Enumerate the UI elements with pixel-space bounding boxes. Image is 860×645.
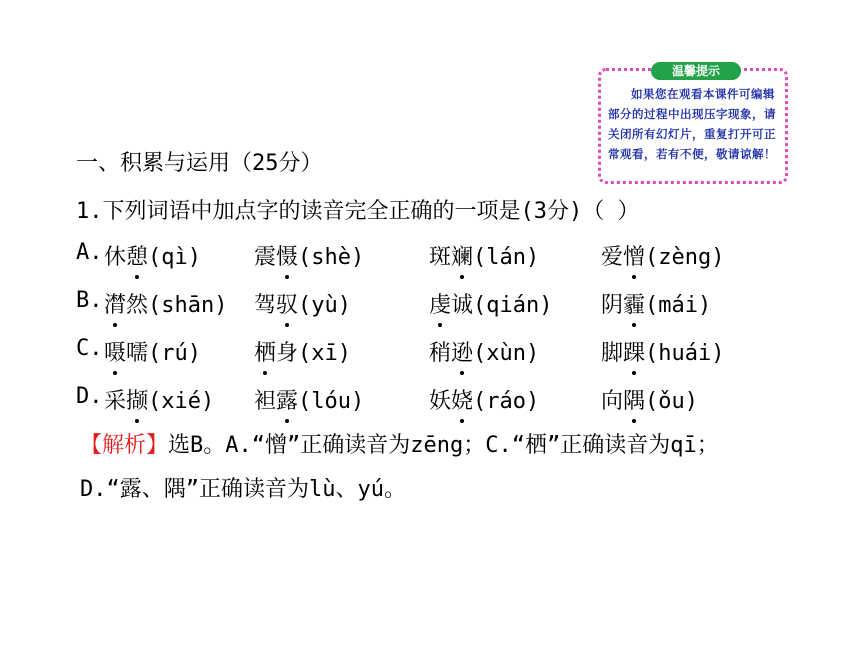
word-part: 袒 [254,389,277,414]
analysis [80,424,800,512]
dotted-char: 潸 [104,288,126,319]
dotted-char: 娆 [451,384,473,415]
word-part: 然(shān) [126,293,228,318]
tip-title: 温馨提示 [651,62,741,80]
analysis-text: 选B。A.“憎”正确读音为zēng；C.“栖”正确读音为qī；D.“露、隅”正确读音为lù、yú。 [80,433,719,502]
word-part: (ǒu) [645,389,699,414]
word-part: 向 [601,389,624,414]
dotted-char: 憩 [126,240,148,271]
tip-box [598,64,788,184]
dotted-char: 驭 [276,288,298,319]
word-part: (zèng) [645,245,725,270]
dotted-char: 慑 [276,240,298,271]
dotted-char: 憎 [623,240,645,271]
word-part: (lán) [473,245,540,270]
word-part: (xùn) [473,341,540,366]
dotted-char: 踝 [623,336,645,367]
word-part: (xié) [148,389,215,414]
option-word [429,288,601,319]
option-word [601,240,761,271]
option-word [429,240,601,271]
question-stem: 1.下列词语中加点字的读音完全正确的一项是(3分)（ ） [76,199,640,224]
dotted-char: 隅 [623,384,645,415]
word-part: (ráo) [473,389,540,414]
word-part: 驾 [254,293,277,318]
option-word [104,240,254,271]
word-part: (qì) [148,245,202,270]
dotted-char: 栖 [254,336,276,367]
word-part: 稍 [429,341,452,366]
word-part: 脚 [601,341,624,366]
option-row [76,240,761,271]
dotted-char: 虔 [429,288,451,319]
word-part: (huái) [645,341,725,366]
dotted-char: 霾 [623,288,645,319]
dotted-char: 露 [276,384,298,415]
word-part: 斑 [429,245,452,270]
word-part: (shè) [298,245,365,270]
option-row [76,384,761,415]
word-part: (mái) [645,293,712,318]
word-part: 休 [104,245,127,270]
option-word [429,384,601,415]
word-part: 阴 [601,293,624,318]
dotted-char: 撷 [126,384,148,415]
option-word [104,288,254,319]
option-row [76,336,761,367]
option-label: B. [76,288,103,313]
word-part: 爱 [601,245,624,270]
word-part: 妖 [429,389,452,414]
option-word [104,336,254,367]
word-part: 身(xī) [276,341,351,366]
tip-body: 如果您在观看本课件可编辑部分的过程中出现压字现象，请关闭所有幻灯片，重复打开可正常观看，若有不便，敬请谅解！ [608,87,776,161]
word-part: (yù) [298,293,352,318]
option-word [601,384,761,415]
option-label: A. [76,240,103,265]
word-part: (lóu) [298,389,365,414]
dotted-char: 逊 [451,336,473,367]
word-part: 嚅(rú) [126,341,201,366]
option-label: D. [76,384,103,409]
option-label: C. [76,336,103,361]
option-word [254,240,429,271]
option-word [254,336,429,367]
dotted-char: 嗫 [104,336,126,367]
option-row [76,288,761,319]
word-part: 采 [104,389,127,414]
option-word [254,288,429,319]
word-part: 诚(qián) [451,293,553,318]
dotted-char: 斓 [451,240,473,271]
option-word [601,288,761,319]
option-word [104,384,254,415]
option-word [429,336,601,367]
word-part: 震 [254,245,277,270]
analysis-tag: 【解析】 [80,433,169,458]
option-word [601,336,761,367]
section-title: 一、积累与运用（25分） [76,151,323,176]
option-word [254,384,429,415]
